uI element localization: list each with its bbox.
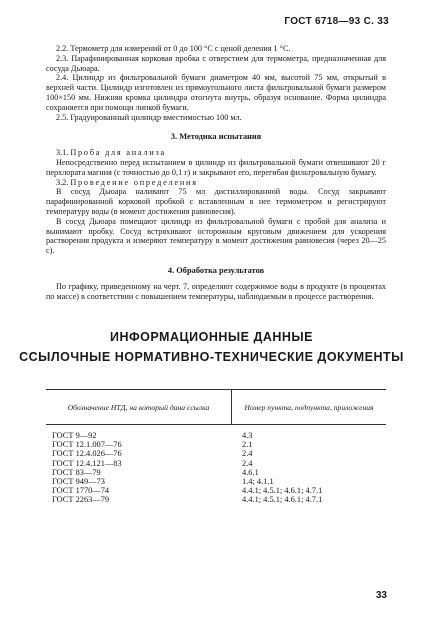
- subsection-3-2-heading: [46, 178, 386, 188]
- paragraph-2-2: 2.2. Термометр для измерений от 0 до 100 °С с ценой деления 1 °С.: [56, 44, 291, 53]
- section-3-paragraph-3: В сосуд Дьюара помещают цилиндр из фильтровальной бумаги с пробой для анализа и вынимают пробку. Сосуд встряхивают осторожным круговым движением для ускорения растворения продукта и измеряют температуру в момент достижения равновесия (через 20—25 с).: [46, 216, 386, 256]
- paragraph-2-5: 2.5. Градуированный цилиндр вместимостью 100 мл.: [56, 112, 242, 122]
- cell-document: ГОСТ 1770—74: [52, 486, 110, 496]
- table-row: [46, 486, 386, 495]
- column-header-clause: Номер пункта, подпункта, приложения: [244, 402, 374, 412]
- subsection-3-2-label: Проведение определения: [70, 177, 198, 187]
- cell-document: ГОСТ 12.4.026—76: [52, 449, 122, 459]
- section-4-paragraph-1: По графику, приведенному на черт. 7, определяют содержимое воды в продукте (в процентах по массе) в соответствии с повышением температуры, наблюдаемым в процессе растворения.: [46, 281, 386, 301]
- references-table: [46, 389, 386, 505]
- subsection-3-1-number: 3.1.: [56, 148, 71, 158]
- section-3-title: 3. Методика испытания: [170, 132, 262, 142]
- cell-clause: 4.6.1: [242, 467, 259, 477]
- cell-document: ГОСТ 9—92: [52, 431, 97, 440]
- table-header: [46, 389, 386, 425]
- page-header: ГОСТ 6718—93 С. 33: [284, 16, 389, 27]
- document-body: [46, 44, 386, 301]
- cell-clause: 4.4.1; 4.5.1; 4.6.1; 4.7.1: [242, 495, 323, 505]
- column-header-document: Обозначение НТД, на который дана ссылка: [46, 390, 232, 424]
- table-row: [46, 431, 386, 440]
- cell-clause: 4.3: [242, 431, 253, 440]
- paragraph-2-4: 2.4. Цилиндр из фильтровальной бумаги диаметром 40 мм, высотой 75 мм, открытый в верхней части. Цилиндр изготовлен из прямоугольного листа фильтровальной бумаги размером 100×150 мм. Нижняя кромка цилиндра отогнута внутрь, образуя основание. Форма цилиндра сохраняется при помощи липкой бумаги.: [46, 73, 386, 112]
- page-number: 33: [375, 590, 387, 601]
- table-row: [46, 468, 386, 477]
- table-row: [46, 477, 386, 486]
- table-row: [46, 495, 386, 504]
- table-row: [46, 449, 386, 458]
- section-3-paragraph-2: В сосуд Дьюара наливают 75 мл дистиллированной воды. Сосуд закрывают парафинированной корковой пробкой с вставленным в нее термометром и регистрируют температуру воды (в момент достижения равновесия).: [46, 187, 386, 216]
- cell-document: ГОСТ 2263—79: [52, 495, 110, 505]
- cell-document: ГОСТ 12.1.007—76: [52, 440, 122, 450]
- paragraph-2-3: 2.3. Парафинированная корковая пробка с отверстием для термометра, предназначенная для сосуда Дьюара.: [46, 53, 386, 73]
- cell-clause: 2.4: [242, 458, 253, 468]
- cell-clause: 4.4.1; 4.5.1; 4.6.1; 4.7.1: [242, 486, 323, 496]
- cell-clause: 1.4; 4.1.1: [242, 477, 274, 487]
- section-4-title: 4. Обработка результатов: [167, 265, 265, 275]
- table-body: [46, 431, 386, 505]
- cell-document: ГОСТ 12.4.121—83: [52, 458, 122, 468]
- subsection-3-2-number: 3.2.: [56, 177, 71, 187]
- subsection-3-1-heading: [46, 148, 386, 158]
- section-3-paragraph-1: Непосредственно перед испытанием в цилиндр из фильтровальной бумаги отвешивают 20 г перхлората магния (с точностью до 0,1 г) и закрывают его, перегибая фильтровальную бумагу.: [46, 157, 386, 177]
- references-heading: ССЫЛОЧНЫЕ НОРМАТИВНО-ТЕХНИЧЕСКИЕ ДОКУМЕНТЫ: [19, 350, 404, 364]
- table-row: [46, 459, 386, 468]
- info-heading: ИНФОРМАЦИОННЫЕ ДАННЫЕ: [109, 330, 314, 344]
- cell-document: ГОСТ 83—79: [52, 467, 101, 477]
- cell-clause: 2.1: [242, 440, 253, 450]
- cell-clause: 2.4: [242, 449, 253, 459]
- table-row: [46, 440, 386, 449]
- cell-document: ГОСТ 949—73: [52, 477, 105, 487]
- subsection-3-1-label: Проба для анализа: [70, 148, 166, 158]
